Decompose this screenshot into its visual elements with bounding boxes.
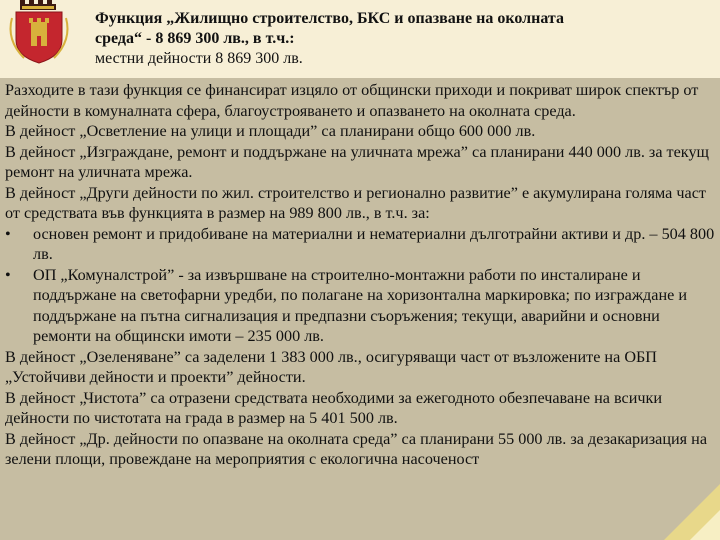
bullet-icon: • (5, 224, 11, 243)
header-bar (0, 0, 720, 78)
paragraph-lighting: В дейност „Осветление на улици и площади” са планирани общо 600 000 лв. (5, 122, 536, 140)
page-corner-fold (690, 510, 720, 540)
title-line-3: местни дейности 8 869 300 лв. (95, 50, 303, 67)
list-item-text: ОП „Комуналстрой” - за извършване на строително-монтажни работи по инсталиране и поддържане на светофарни уредби, по полагане на хоризонтална маркировка; по изграждане и поддържане на пътна сигнализация и предпазни съоръжения; текущи, аварийни и основни ремонти на общински имоти – 235 000 лв. (33, 265, 688, 345)
bullet-icon: • (5, 265, 11, 284)
paragraph-cleanliness: В дейност „Чистота” са отразени средствата необходими за ежегодното обезпечаване на всички дейности по чистотата на града в размер на 5 401 500 лв. (5, 388, 663, 427)
paragraph-environment: В дейност „Др. дейности по опазване на околната среда” са планирани 55 000 лв. за дезакаризация на зелени площи, провеждане на мероприятия с екологична насоченост (5, 429, 708, 468)
content-text (5, 80, 717, 470)
municipal-coat-of-arms-icon (2, 0, 76, 64)
paragraph-street-network: В дейност „Изграждане, ремонт и поддържане на уличната мрежа” са планирани 440 000 лв. за текущ ремонт на уличната мрежа. (5, 142, 710, 181)
title-line-1: Функция „Жилищно строителство, БКС и опазване на околната (95, 10, 564, 27)
page-title (95, 9, 695, 69)
list-item (5, 265, 717, 347)
list-item (5, 224, 717, 265)
paragraph-intro: Разходите в тази функция се финансират изцяло от общински приходи и покриват широк спектър от дейности в комуналната сфера, благоустрояването и опазването на околната среда. (5, 81, 699, 120)
list-item-text: основен ремонт и придобиване на материални и нематериални дълготрайни активи и др. – 504 800 лв. (33, 224, 715, 263)
paragraph-landscaping: В дейност „Озеленяване” са заделени 1 383 000 лв., осигуряващи част от възложените на ОБП „Устойчиви дейности и проекти” дейности. (5, 347, 657, 386)
title-line-2: среда“ - 8 869 300 лв., в т.ч.: (95, 30, 295, 47)
paragraph-other-activities: В дейност „Други дейности по жил. строителство и регионално развитие” е акумулирана голяма част от средствата във функцията в размер на 989 800 лв., в т.ч. за: (5, 183, 707, 222)
